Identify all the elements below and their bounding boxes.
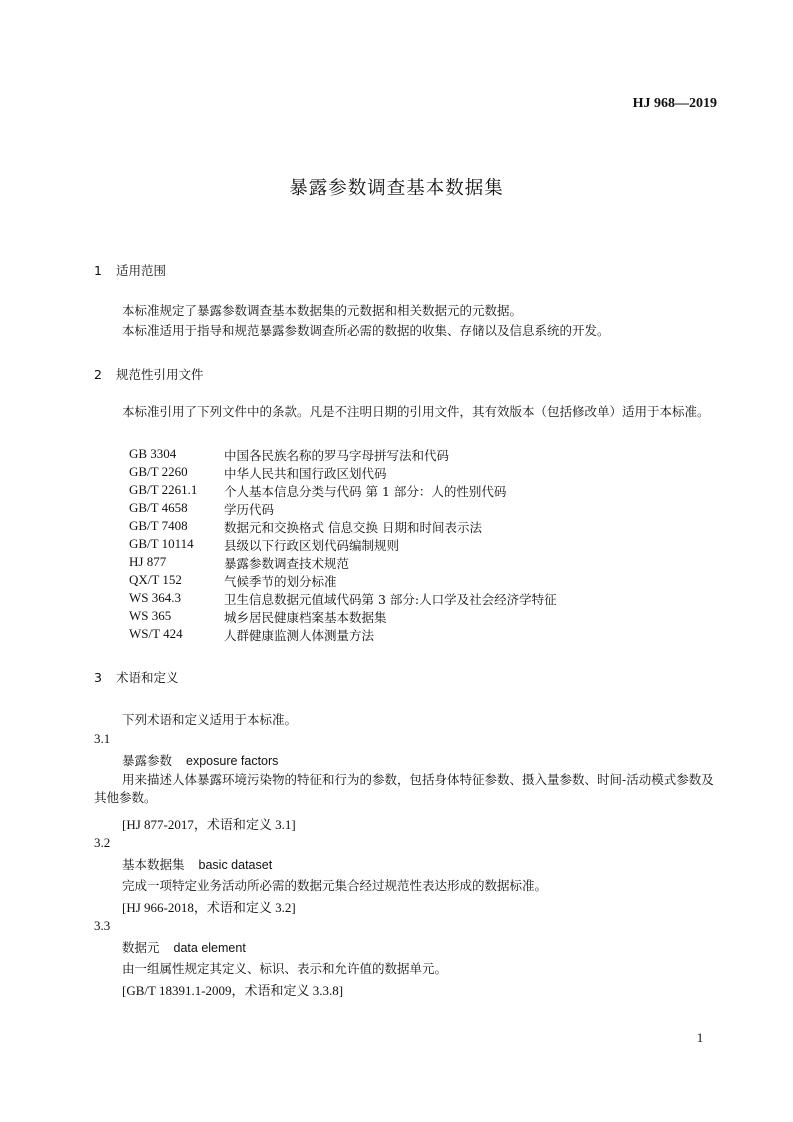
page-number: 1 xyxy=(696,1030,704,1045)
term-definition: 用来描述人体暴露环境污染物的特征和行为的参数，包括身体特征参数、摄入量参数、时间-活动模式参数及其他参数。 xyxy=(94,772,714,805)
reference-title: 人群健康监测人体测量方法 xyxy=(224,628,375,643)
reference-code: GB/T 2261.1 xyxy=(129,482,198,497)
reference-code: GB 3304 xyxy=(129,446,177,461)
scope-paragraph-2: 本标准适用于指导和规范暴露参数调查所必需的数据的收集、存储以及信息系统的开发。 xyxy=(122,323,610,338)
reference-code: WS/T 424 xyxy=(129,626,183,641)
term-heading xyxy=(122,855,272,873)
reference-title: 县级以下行政区划代码编制规则 xyxy=(224,538,400,553)
reference-code: GB/T 10114 xyxy=(129,536,194,551)
term-heading xyxy=(122,938,246,956)
reference-title: 数据元和交换格式 信息交换 日期和时间表示法 xyxy=(224,520,482,535)
terms-intro: 下列术语和定义适用于本标准。 xyxy=(122,712,298,727)
section-2-heading xyxy=(94,365,204,383)
term-number: 3.2 xyxy=(94,835,111,850)
reference-title: 气候季节的划分标准 xyxy=(224,574,337,589)
section-number: 1 xyxy=(94,263,102,278)
section-number: 3 xyxy=(94,670,102,685)
term-en: data element xyxy=(173,941,246,955)
term-source: [HJ 877-2017，术语和定义 3.1] xyxy=(122,817,296,832)
section-1-heading xyxy=(94,261,166,279)
term-number: 3.1 xyxy=(94,731,111,746)
reference-code: GB/T 4658 xyxy=(129,500,188,515)
section-title: 术语和定义 xyxy=(116,670,179,685)
term-definition: 由一组属性规定其定义、标识、表示和允许值的数据单元。 xyxy=(122,961,448,976)
scope-paragraph-1: 本标准规定了暴露参数调查基本数据集的元数据和相关数据元的元数据。 xyxy=(122,303,523,318)
term-definition: 完成一项特定业务活动所必需的数据元集合经过规范性表达形成的数据标准。 xyxy=(122,878,548,893)
reference-title: 卫生信息数据元值域代码第 3 部分:人口学及社会经济学特征 xyxy=(224,592,557,607)
section-title: 规范性引用文件 xyxy=(116,367,204,382)
section-3-heading xyxy=(94,668,179,686)
reference-title: 学历代码 xyxy=(224,502,275,517)
reference-code: QX/T 152 xyxy=(129,572,182,587)
term-number: 3.3 xyxy=(94,918,111,933)
reference-title: 暴露参数调查技术规范 xyxy=(224,556,350,571)
reference-title: 中华人民共和国行政区划代码 xyxy=(224,466,387,481)
reference-code: WS 365 xyxy=(129,608,172,623)
term-heading xyxy=(122,751,278,769)
reference-title: 中国各民族名称的罗马字母拼写法和代码 xyxy=(224,448,450,463)
reference-code: WS 364.3 xyxy=(129,590,181,605)
term-zh: 数据元 xyxy=(122,940,160,955)
term-zh: 基本数据集 xyxy=(122,857,185,872)
reference-code: GB/T 7408 xyxy=(129,518,188,533)
references-intro: 本标准引用了下列文件中的条款。凡是不注明日期的引用文件，其有效版本（包括修改单）适用于本标准。 xyxy=(122,404,710,419)
section-title: 适用范围 xyxy=(116,263,167,278)
standard-code: HJ 968—2019 xyxy=(632,96,717,111)
term-zh: 暴露参数 xyxy=(122,753,173,768)
term-source: [HJ 966-2018，术语和定义 3.2] xyxy=(122,900,296,915)
reference-title: 个人基本信息分类与代码 第 1 部分：人的性别代码 xyxy=(224,484,507,499)
reference-title: 城乡居民健康档案基本数据集 xyxy=(224,610,387,625)
section-number: 2 xyxy=(94,367,102,382)
reference-code: HJ 877 xyxy=(129,554,167,569)
term-source: [GB/T 18391.1-2009，术语和定义 3.3.8] xyxy=(122,983,344,998)
term-en: exposure factors xyxy=(186,754,279,768)
reference-code: GB/T 2260 xyxy=(129,464,188,479)
document-title: 暴露参数调查基本数据集 xyxy=(289,178,504,199)
term-en: basic dataset xyxy=(198,858,273,872)
